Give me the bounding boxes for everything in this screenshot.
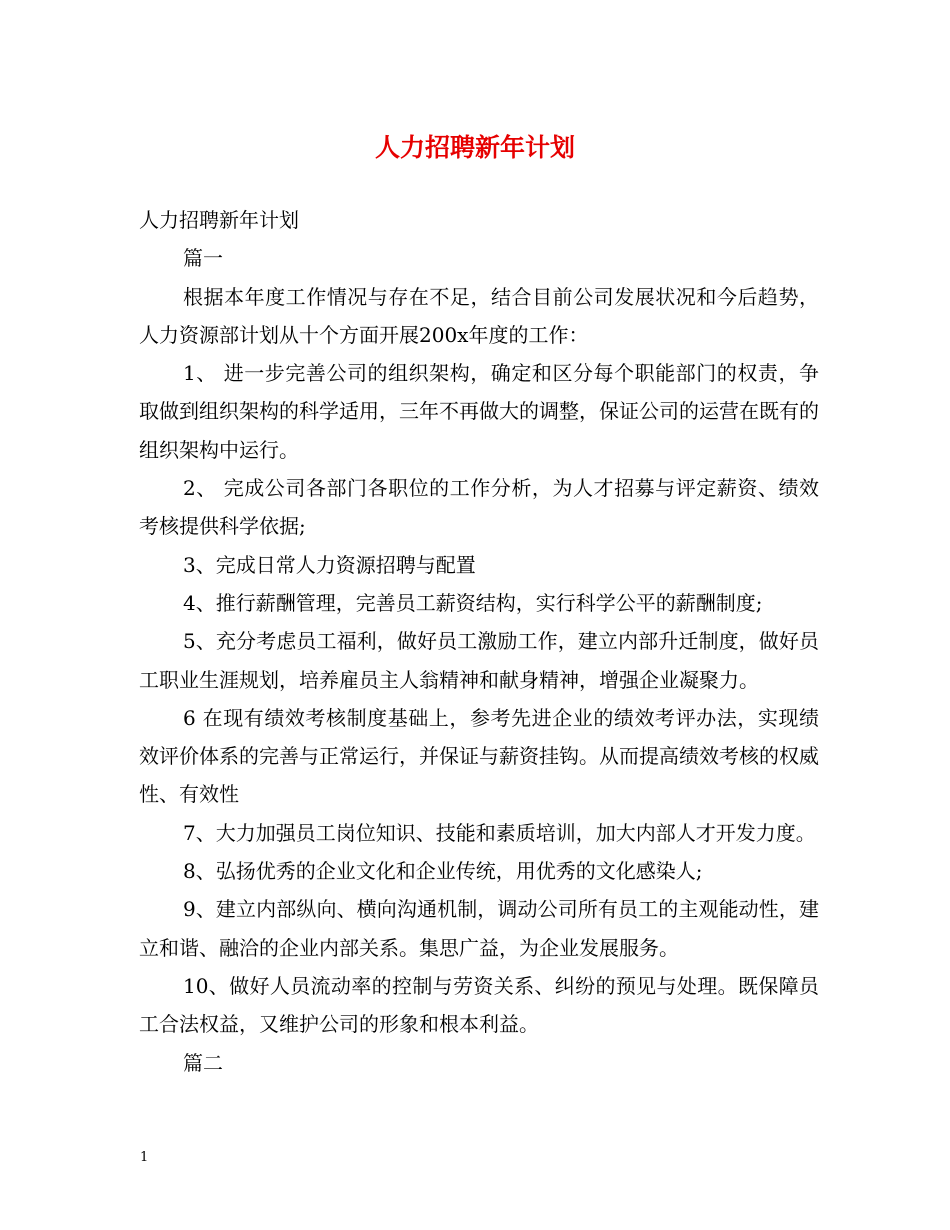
plan-item-9: 9、建立内部纵向、横向沟通机制，调动公司所有员工的主观能动性，建立和谐、融洽的企业内部关系。集思广益，为企业发展服务。 (139, 897, 819, 960)
page-number: 1 (140, 1150, 149, 1165)
plan-item-3: 3、完成日常人力资源招聘与配置 (183, 552, 476, 577)
part-one-label: 篇一 (183, 246, 223, 271)
plan-item-7: 7、大力加强员工岗位知识、技能和素质培训，加大内部人才开发力度。 (183, 820, 816, 845)
plan-item-1: 1、 进一步完善公司的组织架构，确定和区分每个职能部门的权责，争取做到组织架构的科学适用，三年不再做大的调整，保证公司的运营在既有的组织架构中运行。 (139, 361, 819, 462)
part-two-label: 篇二 (183, 1050, 223, 1075)
document-title: 人力招聘新年计划 (374, 133, 575, 162)
document-body (139, 201, 819, 1082)
document-subtitle: 人力招聘新年计划 (139, 208, 299, 232)
plan-item-10: 10、做好人员流动率的控制与劳资关系、纠纷的预见与处理。既保障员工合法权益，又维护公司的形象和根本利益。 (139, 973, 819, 1037)
plan-item-6: 6 在现有绩效考核制度基础上，参考先进企业的绩效考评办法，实现绩效评价体系的完善与正常运行，并保证与薪资挂钩。从而提高绩效考核的权威性、有效性 (139, 705, 819, 807)
plan-item-4: 4、推行薪酬管理，完善员工薪资结构，实行科学公平的薪酬制度; (183, 590, 763, 615)
plan-item-8: 8、弘扬优秀的企业文化和企业传统，用优秀的文化感染人; (183, 859, 703, 884)
plan-item-2: 2、 完成公司各部门各职位的工作分析，为人才招募与评定薪资、绩效考核提供科学依据; (139, 476, 819, 539)
intro-paragraph: 根据本年度工作情况与存在不足，结合目前公司发展状况和今后趋势，人力资源部计划从十个方面开展200x年度的工作： (139, 284, 819, 347)
plan-item-5: 5、充分考虑员工福利，做好员工激励工作，建立内部升迁制度，做好员工职业生涯规划，培养雇员主人翁精神和献身精神，增强企业凝聚力。 (139, 629, 819, 692)
